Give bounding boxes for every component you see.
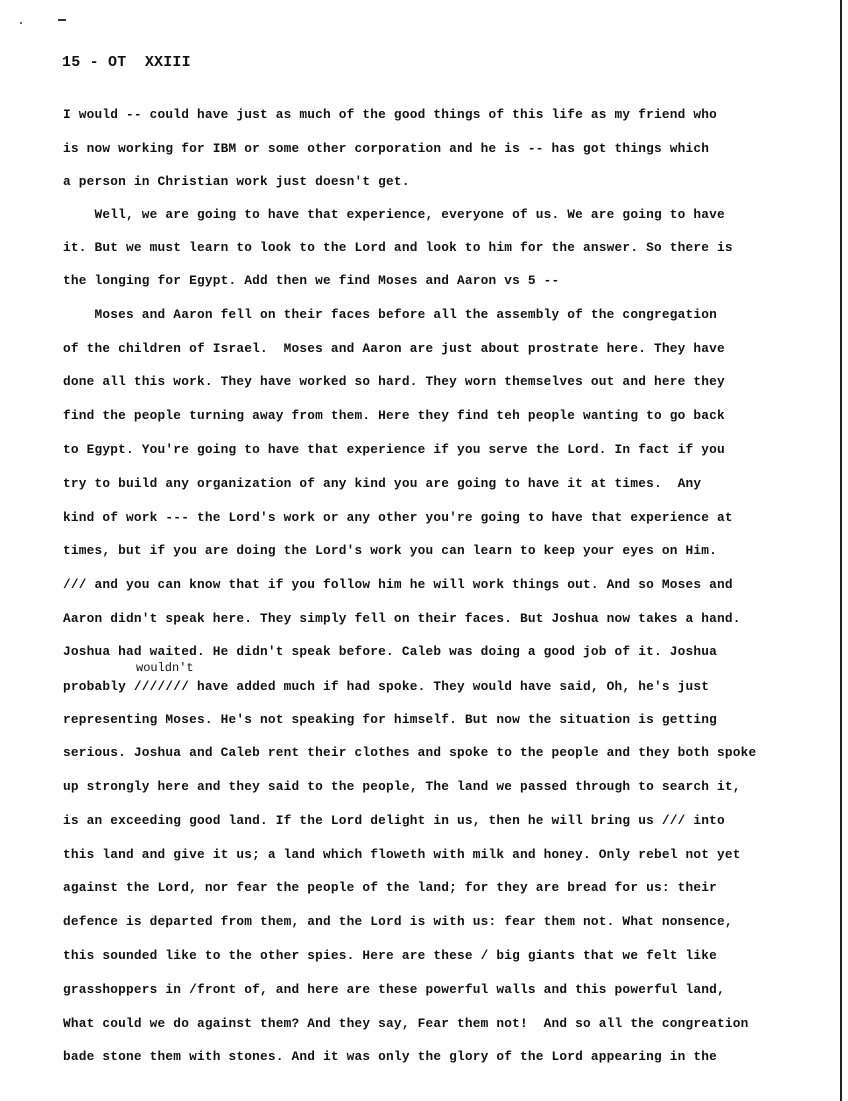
text-line: What could we do against them? And they say, Fear them not! And so all the congreation	[63, 1016, 749, 1031]
text-line: /// and you can know that if you follow him he will work things out. And so Moses and	[63, 577, 733, 592]
text-line: Well, we are going to have that experience, everyone of us. We are going to have	[63, 207, 725, 222]
text-line: this sounded like to the other spies. Here are these / big giants that we felt like	[63, 948, 717, 963]
interlinear-correction: wouldn't	[136, 661, 194, 675]
ink-dot	[20, 22, 22, 24]
text-line: kind of work --- the Lord's work or any other you're going to have that experience at	[63, 510, 733, 525]
text-line: of the children of Israel. Moses and Aaron are just about prostrate here. They have	[63, 341, 725, 356]
text-line: it. But we must learn to look to the Lord and look to him for the answer. So there is	[63, 240, 733, 255]
text-line: Joshua had waited. He didn't speak before. Caleb was doing a good job of it. Joshua	[63, 644, 717, 659]
page-edge-line	[840, 0, 842, 1101]
page-header: 15 - OT XXIII	[62, 54, 191, 71]
text-line: defence is departed from them, and the Lord is with us: fear them not. What nonsence,	[63, 914, 733, 929]
text-line: probably /////// have added much if had spoke. They would have said, Oh, he's just	[63, 679, 710, 694]
text-line: I would -- could have just as much of the good things of this life as my friend who	[63, 107, 717, 122]
text-line: to Egypt. You're going to have that experience if you serve the Lord. In fact if you	[63, 442, 725, 457]
text-line: done all this work. They have worked so hard. They worn themselves out and here they	[63, 374, 725, 389]
text-line: a person in Christian work just doesn't get.	[63, 174, 410, 189]
text-line: up strongly here and they said to the people, The land we passed through to search it,	[63, 779, 741, 794]
text-line: Moses and Aaron fell on their faces before all the assembly of the congregation	[63, 307, 717, 322]
text-line: find the people turning away from them. Here they find teh people wanting to go back	[63, 408, 725, 423]
text-line: serious. Joshua and Caleb rent their clothes and spoke to the people and they both spoke	[63, 745, 757, 760]
ink-smudge	[58, 19, 66, 21]
text-line: times, but if you are doing the Lord's work you can learn to keep your eyes on Him.	[63, 543, 717, 558]
text-line: is an exceeding good land. If the Lord delight in us, then he will bring us /// into	[63, 813, 725, 828]
text-line: is now working for IBM or some other corporation and he is -- has got things which	[63, 141, 710, 156]
text-line: this land and give it us; a land which floweth with milk and honey. Only rebel not yet	[63, 847, 741, 862]
text-line: bade stone them with stones. And it was only the glory of the Lord appearing in the	[63, 1049, 717, 1064]
text-line: representing Moses. He's not speaking for himself. But now the situation is getting	[63, 712, 717, 727]
text-line: try to build any organization of any kind you are going to have it at times. Any	[63, 476, 702, 491]
text-line: against the Lord, nor fear the people of the land; for they are bread for us: their	[63, 880, 717, 895]
text-line: Aaron didn't speak here. They simply fell on their faces. But Joshua now takes a hand.	[63, 611, 741, 626]
text-line: the longing for Egypt. Add then we find Moses and Aaron vs 5 --	[63, 273, 560, 288]
text-line: grasshoppers in /front of, and here are these powerful walls and this powerful land,	[63, 982, 725, 997]
